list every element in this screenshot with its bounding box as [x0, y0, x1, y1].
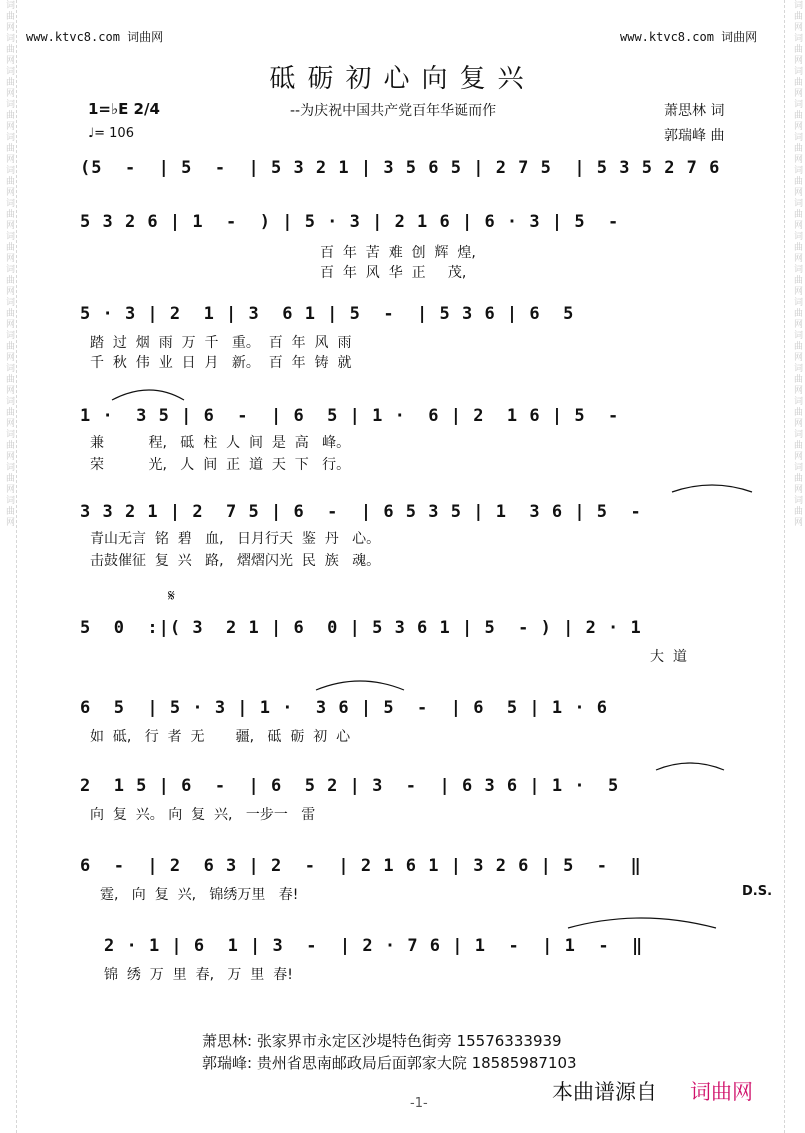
composer-contact: 郭瑞峰: 贵州省思南邮政局后面郭家大院 18585987103	[202, 1054, 577, 1072]
ds-marking: D.S.	[742, 884, 773, 899]
site-header-left[interactable]: www.ktvc8.com 词曲网	[26, 30, 164, 44]
song-title: 砥砺初心向复兴	[269, 64, 536, 94]
site-header-right[interactable]: www.ktvc8.com 词曲网	[620, 30, 758, 44]
left-watermark: 词曲网词曲网词曲网词曲网词曲网词曲网词曲网词曲网词曲网词曲网词曲网词曲网词曲网词曲网词曲网词曲网	[4, 0, 14, 528]
lyric-verse-1: 如 砥, 行 者 无 疆, 砥 砺 初 心	[90, 729, 351, 745]
lyric-verse-1: 青山无言 铭 碧 血, 日月行天 鉴 丹 心。	[90, 531, 381, 547]
score-row-4	[80, 406, 760, 473]
notes-line: 3 3 2 1 | 2 7 5 | 6 - | 6 5 3 5 | 1 3 6 | 5 -	[80, 502, 642, 522]
lyricist-contact: 萧思林: 张家界市永定区沙堤特色街旁 15576333939	[202, 1032, 562, 1050]
lyric-verse-1: 向 复 兴。 向 复 兴, 一步一 雷	[90, 807, 316, 823]
notes-line: 6 - | 2 6 3 | 2 - | 2 1 6 1 | 3 2 6 | 5 - ‖	[80, 856, 642, 876]
lyric-verse-2: 荣 光, 人 间 正 道 天 下 行。	[90, 457, 351, 473]
right-watermark: 词曲网词曲网词曲网词曲网词曲网词曲网词曲网词曲网词曲网词曲网词曲网词曲网词曲网词曲网词曲网词曲网	[792, 0, 802, 528]
source-label: 本曲谱源自	[552, 1080, 657, 1104]
segno-sign: 𝄋	[168, 586, 175, 605]
score-row-1	[80, 158, 760, 182]
notes-line: 6 5 | 5 · 3 | 1 · 3 6 | 5 - | 6 5 | 1 · 6	[80, 698, 609, 718]
notes-line: 5 3 2 6 | 1 - ) | 5 · 3 | 2 1 6 | 6 · 3 | 5 -	[80, 212, 620, 232]
notes-line: 1 · 3 5 | 6 - | 6 5 | 1 · 6 | 2 1 6 | 5 -	[80, 406, 620, 426]
lyric-verse-1: 霆, 向 复 兴, 锦绣万里 春!	[100, 887, 299, 903]
lyric-verse-1: 踏 过 烟 雨 万 千 重。 百 年 风 雨	[90, 335, 352, 351]
score-row-6	[80, 618, 760, 665]
lyric-verse-1: 锦 绣 万 里 春, 万 里 春!	[104, 967, 293, 983]
right-border	[784, 0, 785, 1133]
lyric-verse-2: 击鼓催征 复 兴 路, 熠熠闪光 民 族 魂。	[90, 553, 381, 569]
notes-line: (5 - | 5 - | 5 3 2 1 | 3 5 6 5 | 2 7 5 | 5 3 5 2 7 6	[80, 158, 721, 178]
composer-credit: 郭瑞峰 曲	[664, 128, 725, 144]
score-row-5	[80, 502, 760, 569]
notes-line: 5 · 3 | 2 1 | 3 6 1 | 5 - | 5 3 6 | 6 5	[80, 304, 575, 324]
key-signature: 1=♭E 2/4	[88, 100, 160, 118]
source-brand-link[interactable]: 词曲网	[690, 1080, 753, 1104]
lyric-verse-2: 千 秋 伟 业 日 月 新。 百 年 铸 就	[90, 355, 352, 371]
score-row-3	[80, 304, 760, 371]
notes-line: 5 0 :|( 3 2 1 | 6 0 | 5 3 6 1 | 5 - ) | 2 · 1	[80, 618, 642, 638]
lyric-verse-1: 百 年 苦 难 创 辉 煌,	[320, 245, 476, 261]
lyric-verse-2: 百 年 风 华 正 茂,	[320, 265, 467, 281]
lyric-verse-1: 兼 程, 砥 柱 人 间 是 高 峰。	[90, 435, 351, 451]
notes-line: 2 1 5 | 6 - | 6 5 2 | 3 - | 6 3 6 | 1 · 5	[80, 776, 620, 796]
score-row-2	[80, 212, 760, 281]
score-row-7	[80, 698, 760, 745]
score-row-10	[80, 936, 760, 983]
tempo-marking: ♩= 106	[88, 126, 134, 141]
page-number: -1-	[410, 1096, 428, 1111]
notes-line: 2 · 1 | 6 1 | 3 - | 2 · 7 6 | 1 - | 1 - ‖	[104, 936, 644, 956]
left-border	[16, 0, 17, 1133]
score-row-8	[80, 776, 760, 823]
song-subtitle: --为庆祝中国共产党百年华诞而作	[290, 103, 497, 119]
lyric-verse-1: 大 道	[650, 649, 687, 665]
lyricist-credit: 萧思林 词	[664, 103, 725, 119]
